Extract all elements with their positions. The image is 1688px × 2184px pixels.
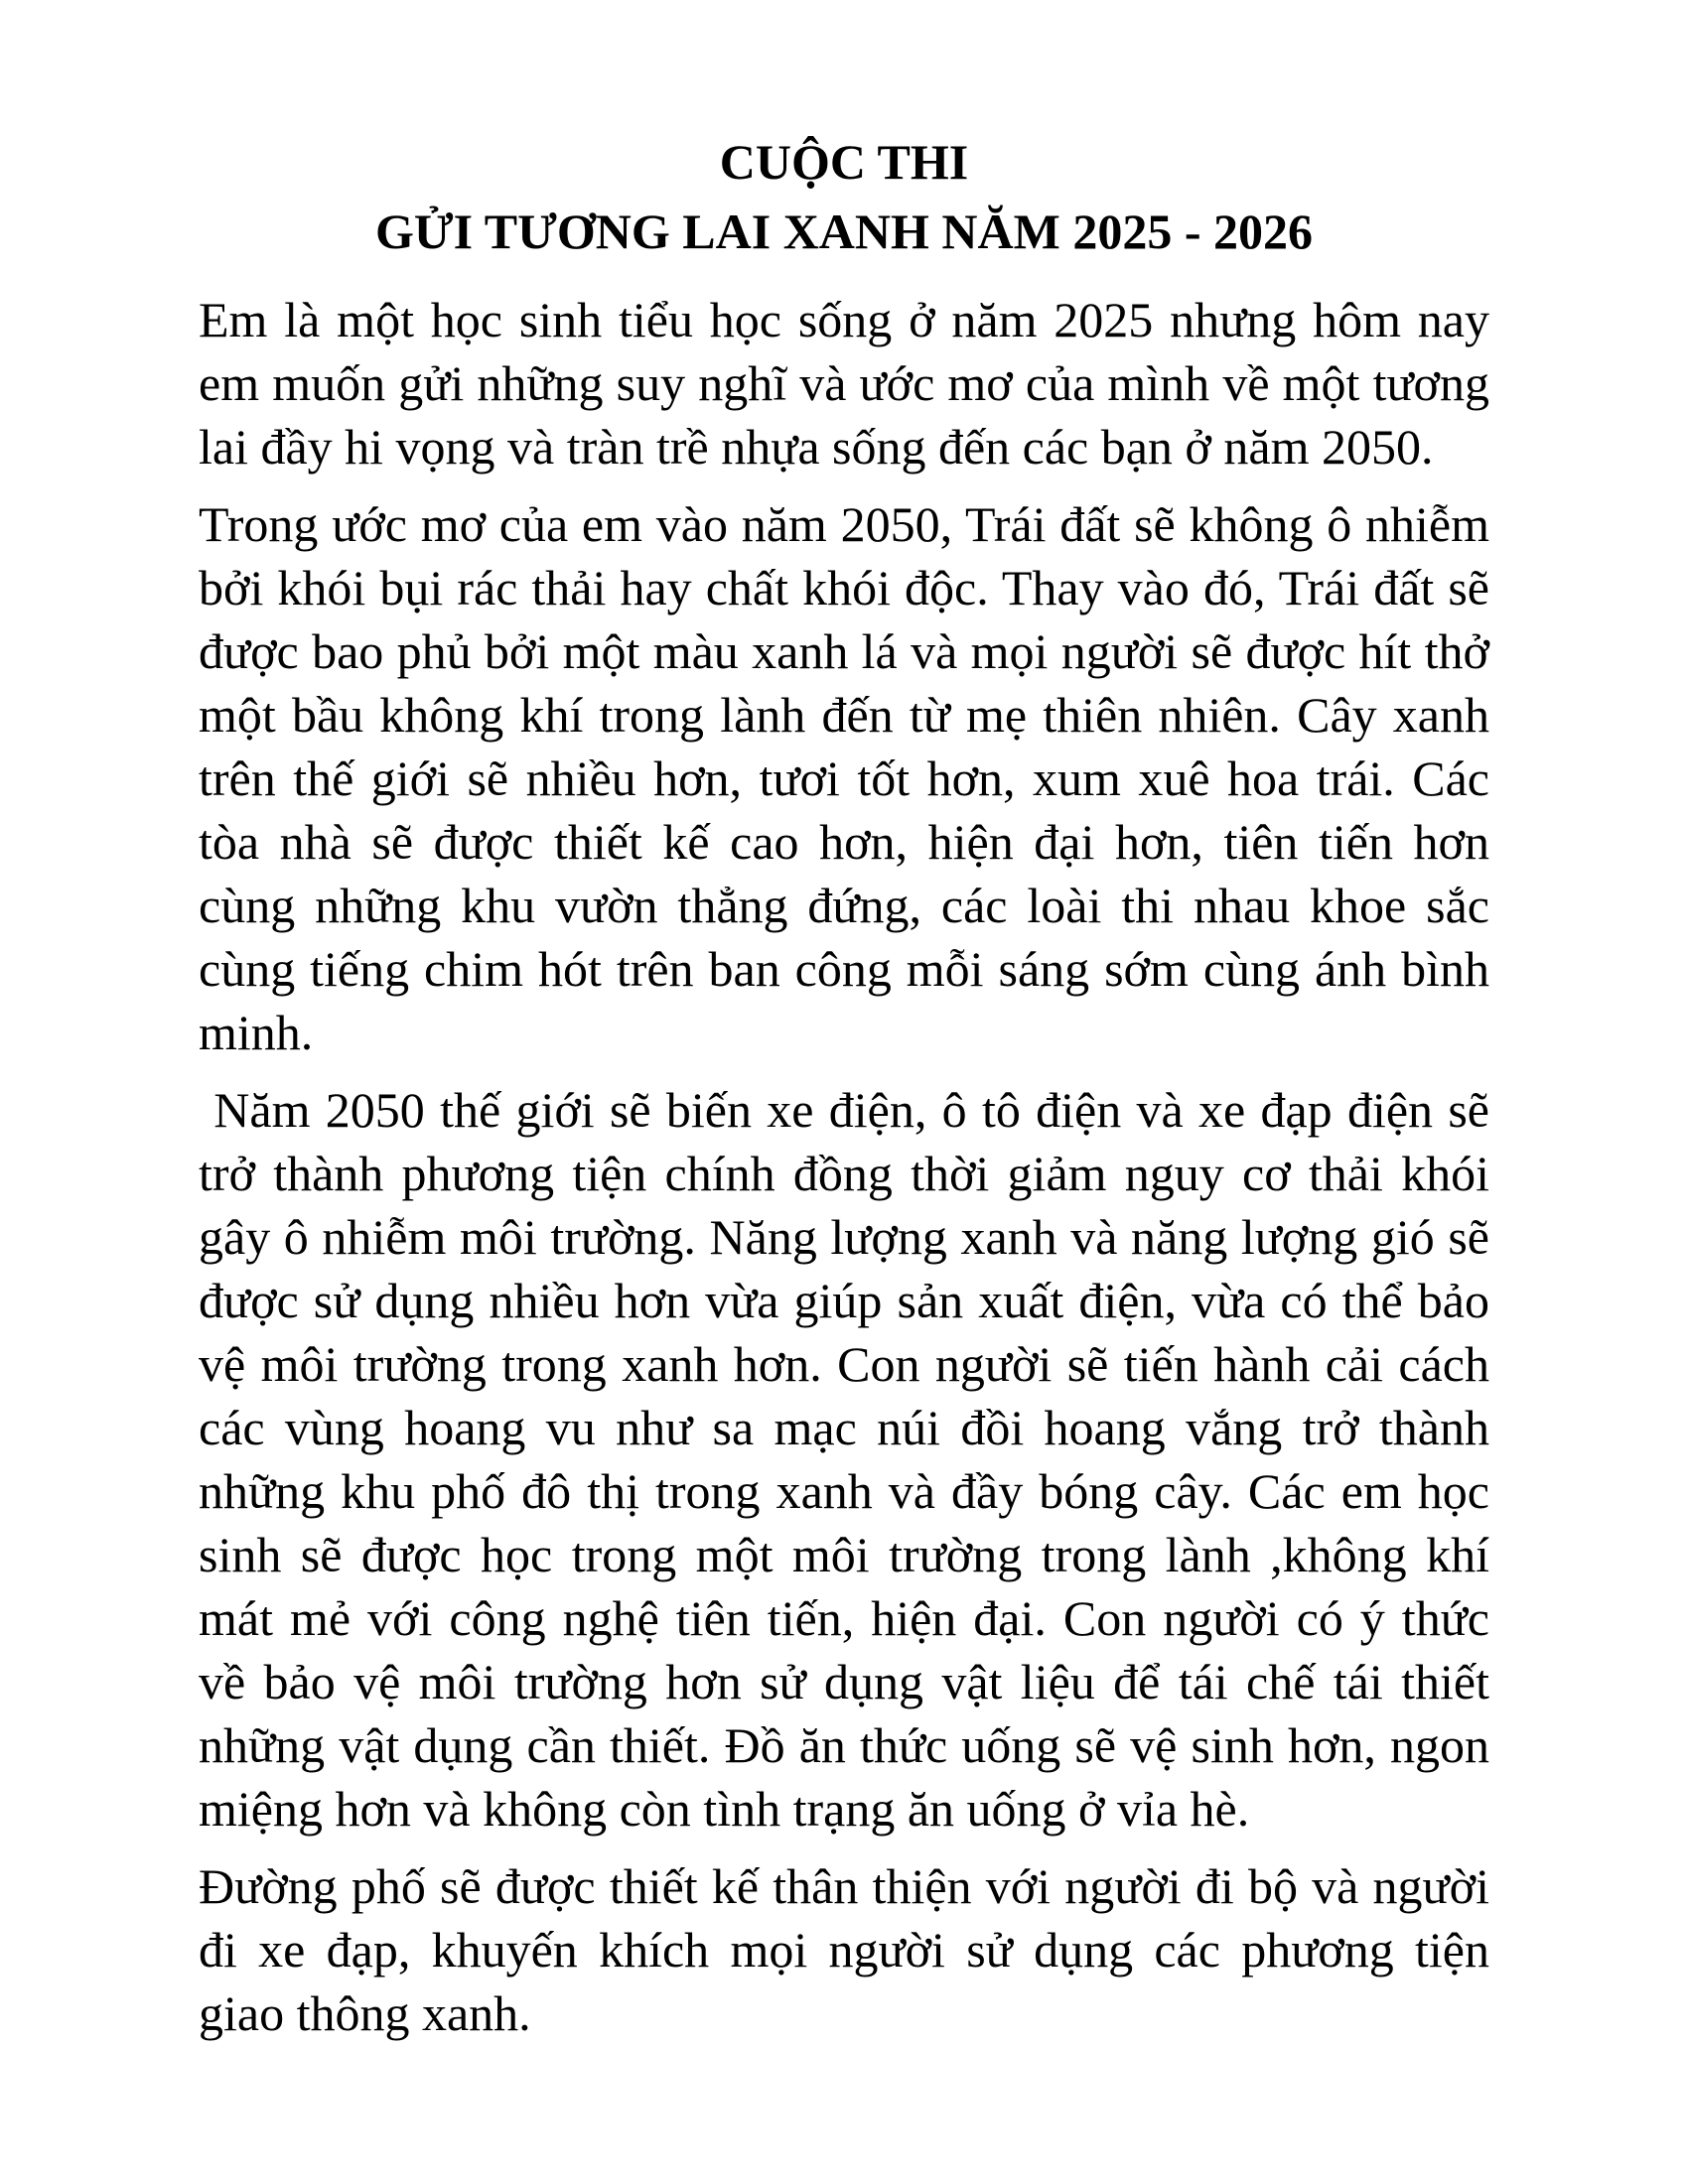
paragraph-intro: Em là một học sinh tiểu học sống ở năm 2025 nhưng hôm nay em muốn gửi những suy nghĩ và ước mơ của mình về một tương lai đầy hi vọng và tràn trề nhựa sống đến các bạn ở năm 2050. (199, 292, 1489, 475)
title-line-contest: CUỘC THI (719, 134, 969, 190)
paragraph-streets: Đường phố sẽ được thiết kế thân thiện với người đi bộ và người đi xe đạp, khuyến khích mọi người sử dụng các phương tiện giao thông xanh. (199, 1858, 1489, 2041)
paragraph-earth: Trong ước mơ của em vào năm 2050, Trái đất sẽ không ô nhiễm bởi khói bụi rác thải hay chất khói độc. Thay vào đó, Trái đất sẽ được bao phủ bởi một màu xanh lá và mọi người sẽ được hít thở một bầu không khí trong lành đến từ mẹ thiên nhiên. Cây xanh trên thế giới sẽ nhiều hơn, tươi tốt hơn, xum xuê hoa trái. Các tòa nhà sẽ được thiết kế cao hơn, hiện đại hơn, tiên tiến hơn cùng những khu vườn thẳng đứng, các loài thi nhau khoe sắc cùng tiếng chim hót trên ban công mỗi sáng sớm cùng ánh bình minh. (199, 496, 1489, 1060)
paragraph-transport: Năm 2050 thế giới sẽ biến xe điện, ô tô điện và xe đạp điện sẽ trở thành phương tiện chính đồng thời giảm nguy cơ thải khói gây ô nhiễm môi trường. Năng lượng xanh và năng lượng gió sẽ được sử dụng nhiều hơn vừa giúp sản xuất điện, vừa có thể bảo vệ môi trường trong xanh hơn. Con người sẽ tiến hành cải cách các vùng hoang vu như sa mạc núi đồi hoang vắng trở thành những khu phố đô thị trong xanh và đầy bóng cây. Các em học sinh sẽ được học trong một môi trường trong lành ,không khí mát mẻ với công nghệ tiên tiến, hiện đại. Con người có ý thức về bảo vệ môi trường hơn sử dụng vật liệu để tái chế tái thiết những vật dụng cần thiết. Đồ ăn thức uống sẽ vệ sinh hơn, ngon miệng hơn và không còn tình trạng ăn uống ở vỉa hè. (199, 1082, 1502, 1837)
document-title (199, 127, 1489, 266)
document-body (199, 288, 1502, 2059)
title-line-theme: GỬI TƯƠNG LAI XANH NĂM 2025 - 2026 (375, 204, 1313, 259)
